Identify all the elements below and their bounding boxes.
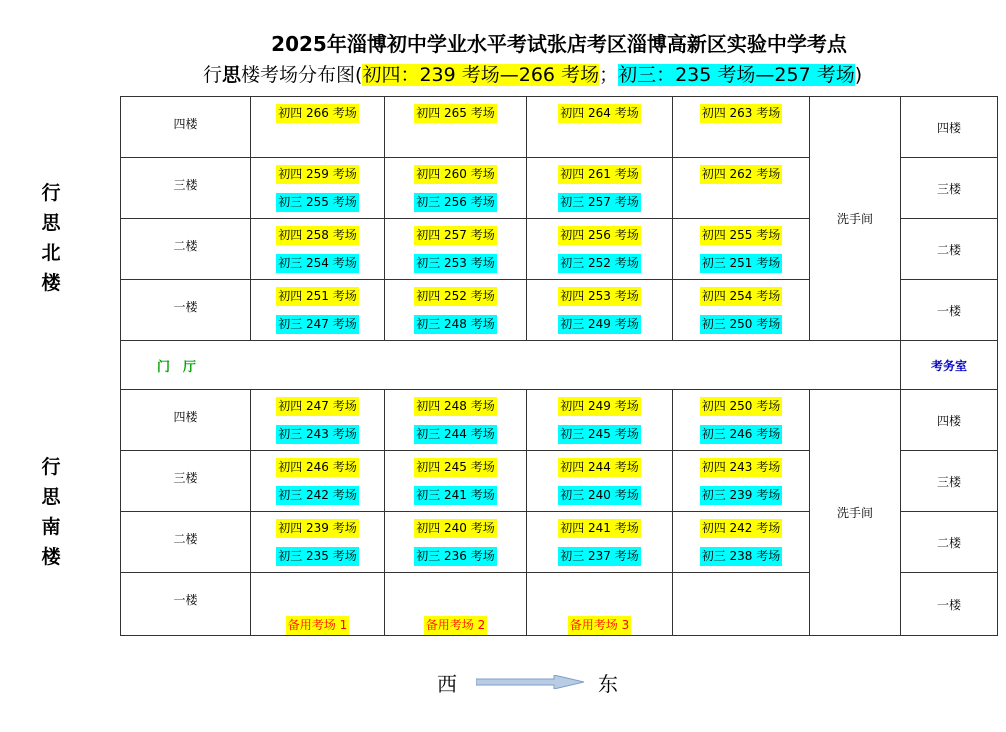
grade4-room-tag: 初四 266 考场 (276, 104, 359, 123)
grade3-room-tag: 初三 254 考场 (276, 254, 359, 273)
grade3-room-tag: 初三 243 考场 (276, 425, 359, 444)
room-cell (673, 512, 810, 573)
grade3-room-tag: 初三 257 考场 (558, 193, 641, 212)
room-cell (673, 158, 810, 219)
grade4-room-tag: 初四 262 考场 (700, 165, 783, 184)
grade3-room-tag: 初三 248 考场 (414, 315, 497, 334)
room-cell (527, 158, 673, 219)
room-cell (673, 451, 810, 512)
washroom-label: 洗手间 (810, 390, 901, 636)
floor-row (121, 390, 998, 451)
grade3-room-tag: 初三 245 考场 (558, 425, 641, 444)
room-cell (673, 219, 810, 280)
grade3-room-tag: 初三 244 考场 (414, 425, 497, 444)
grade4-room-tag: 初四 251 考场 (276, 287, 359, 306)
floor-label: 四楼 (121, 390, 251, 451)
grade4-room-tag: 初四 257 考场 (414, 226, 497, 245)
room-cell (251, 573, 385, 636)
room-cell (527, 512, 673, 573)
room-cell (673, 573, 810, 636)
grade3-room-tag: 初三 253 考场 (414, 254, 497, 273)
grade4-room-tag: 初四 250 考场 (700, 397, 783, 416)
page-subtitle: 行思楼考场分布图(初四：239 考场—266 考场；初三：235 考场—257 考场) (203, 64, 863, 86)
room-cell (251, 219, 385, 280)
grade3-room-tag: 初三 240 考场 (558, 486, 641, 505)
floor-label: 二楼 (121, 512, 251, 573)
floor-row (121, 97, 998, 158)
grade3-room-tag: 初三 238 考场 (700, 547, 783, 566)
grade3-room-tag: 初三 241 考场 (414, 486, 497, 505)
room-cell (527, 390, 673, 451)
right-floor-label: 三楼 (901, 451, 998, 512)
room-cell (251, 390, 385, 451)
lobby-row (121, 341, 901, 390)
grade4-room-tag: 初四 243 考场 (700, 458, 783, 477)
lobby-label: 门 厅 (157, 359, 197, 375)
grade3-room-tag: 初三 255 考场 (276, 193, 359, 212)
exam-office-label: 考务室 (901, 341, 998, 390)
grade4-room-tag: 初四 259 考场 (276, 165, 359, 184)
grade4-room-tag: 初四 246 考场 (276, 458, 359, 477)
room-cell (251, 451, 385, 512)
room-cell (673, 390, 810, 451)
grade4-room-tag: 初四 249 考场 (558, 397, 641, 416)
room-cell (385, 280, 527, 341)
grade4-room-tag: 初四 253 考场 (558, 287, 641, 306)
grade4-room-tag: 初四 245 考场 (414, 458, 497, 477)
south-building-label: 行 思 南 楼 (41, 456, 61, 568)
grade4-room-tag: 初四 264 考场 (558, 104, 641, 123)
right-floor-label: 四楼 (901, 97, 998, 158)
grade3-room-tag: 初三 236 考场 (414, 547, 497, 566)
grade4-room-tag: 初四 239 考场 (276, 519, 359, 538)
grade4-room-tag: 初四 255 考场 (700, 226, 783, 245)
grade3-room-tag: 初三 250 考场 (700, 315, 783, 334)
room-cell (385, 390, 527, 451)
grade3-room-tag: 初三 242 考场 (276, 486, 359, 505)
washroom-label: 洗手间 (810, 97, 901, 341)
grade3-room-tag: 初三 237 考场 (558, 547, 641, 566)
spare-room-tag: 备用考场 3 (568, 616, 631, 635)
room-cell (527, 219, 673, 280)
grade4-range: 初四：239 考场—266 考场 (362, 64, 600, 86)
right-floor-label: 四楼 (901, 390, 998, 451)
room-cell (527, 280, 673, 341)
grade4-room-tag: 初四 244 考场 (558, 458, 641, 477)
floor-label: 四楼 (121, 97, 251, 158)
room-cell (251, 512, 385, 573)
room-cell (251, 280, 385, 341)
grade4-room-tag: 初四 256 考场 (558, 226, 641, 245)
right-floor-label: 二楼 (901, 512, 998, 573)
west-label: 西 (437, 672, 457, 696)
room-cell (385, 451, 527, 512)
right-floor-label: 二楼 (901, 219, 998, 280)
grade3-room-tag: 初三 239 考场 (700, 486, 783, 505)
room-cell (385, 219, 527, 280)
room-cell (251, 97, 385, 158)
floor-label: 三楼 (121, 158, 251, 219)
room-cell (251, 158, 385, 219)
grade4-room-tag: 初四 240 考场 (414, 519, 497, 538)
grade4-room-tag: 初四 254 考场 (700, 287, 783, 306)
grade4-room-tag: 初四 261 考场 (558, 165, 641, 184)
grade4-room-tag: 初四 260 考场 (414, 165, 497, 184)
grade3-room-tag: 初三 252 考场 (558, 254, 641, 273)
grade3-room-tag: 初三 249 考场 (558, 315, 641, 334)
grade4-room-tag: 初四 241 考场 (558, 519, 641, 538)
north-building-label: 行 思 北 楼 (41, 182, 61, 294)
grade4-room-tag: 初四 258 考场 (276, 226, 359, 245)
grade3-room-tag: 初三 247 考场 (276, 315, 359, 334)
floor-label: 二楼 (121, 219, 251, 280)
grade4-room-tag: 初四 263 考场 (700, 104, 783, 123)
direction-arrow-icon (476, 675, 584, 689)
room-cell (385, 512, 527, 573)
grade3-room-tag: 初三 256 考场 (414, 193, 497, 212)
right-floor-label: 三楼 (901, 158, 998, 219)
room-cell (673, 280, 810, 341)
seating-map-table (120, 96, 998, 636)
page-title: 2025年淄博初中学业水平考试张店考区淄博高新区实验中学考点 (271, 32, 847, 56)
room-cell (527, 97, 673, 158)
grade3-room-tag: 初三 251 考场 (700, 254, 783, 273)
spare-room-tag: 备用考场 1 (286, 616, 349, 635)
right-floor-label: 一楼 (901, 280, 998, 341)
room-cell (385, 573, 527, 636)
spare-room-tag: 备用考场 2 (424, 616, 487, 635)
floor-label: 一楼 (121, 280, 251, 341)
room-cell (385, 158, 527, 219)
floor-label: 三楼 (121, 451, 251, 512)
right-floor-label: 一楼 (901, 573, 998, 636)
grade4-room-tag: 初四 252 考场 (414, 287, 497, 306)
grade4-room-tag: 初四 248 考场 (414, 397, 497, 416)
floor-label: 一楼 (121, 573, 251, 636)
room-cell (385, 97, 527, 158)
room-cell (527, 451, 673, 512)
grade4-room-tag: 初四 242 考场 (700, 519, 783, 538)
room-cell (527, 573, 673, 636)
east-label: 东 (598, 672, 618, 696)
grade3-room-tag: 初三 246 考场 (700, 425, 783, 444)
grade3-range: 初三：235 考场—257 考场 (618, 64, 855, 86)
grade4-room-tag: 初四 265 考场 (414, 104, 497, 123)
grade4-room-tag: 初四 247 考场 (276, 397, 359, 416)
room-cell (673, 97, 810, 158)
grade3-room-tag: 初三 235 考场 (276, 547, 359, 566)
